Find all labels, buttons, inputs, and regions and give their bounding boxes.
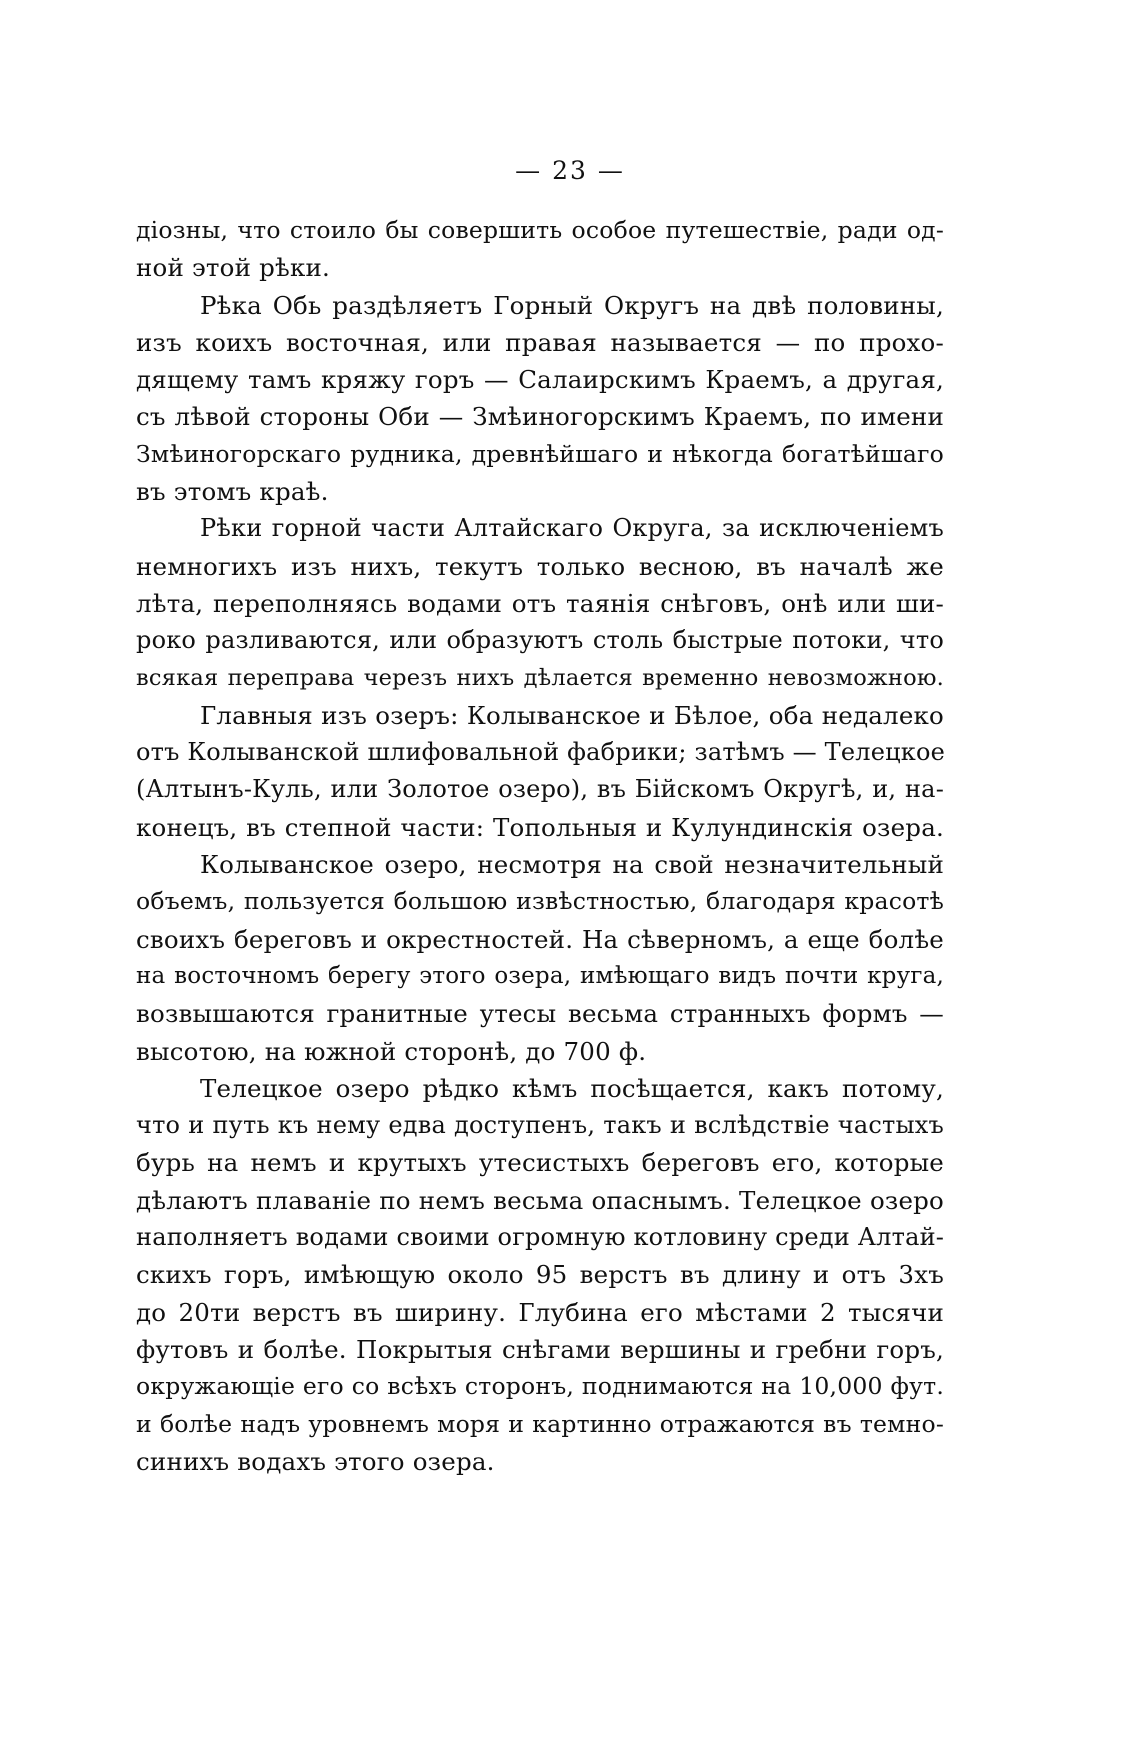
text-line: Рѣка Обь раздѣляетъ Горный Округъ на двѣ половины, [200, 290, 944, 320]
text-line: бурь на немъ и крутыхъ утесистыхъ береговъ его, которые [136, 1148, 944, 1178]
text-line: отъ Колыванской шлифовальной фабрики; затѣмъ — Телецкое [136, 738, 946, 767]
text-line: Рѣки горной части Алтайскаго Округа, за исключеніемъ [200, 514, 944, 543]
text-line: Змѣиногорскаго рудника, древнѣйшаго и нѣкогда богатѣйшаго [136, 439, 944, 468]
text-line: футовъ и болѣе. Покрытыя снѣгами вершины и гребни горъ, [136, 1334, 944, 1364]
text-line: объемъ, пользуется большою извѣстностью, благодаря красотѣ [136, 887, 944, 916]
text-line: своихъ береговъ и окрестностей. На сѣверномъ, а еще болѣе [136, 924, 944, 954]
text-line: высотою, на южной сторонѣ, до 700 ф. [136, 1036, 647, 1066]
text-line: окружающіе его со всѣхъ сторонъ, поднимаются на 10,000 фут. [136, 1372, 944, 1401]
text-line: наполняетъ водами своими огромную котловину среди Алтай- [136, 1223, 945, 1252]
text-line: Главныя изъ озеръ: Колыванское и Бѣлое, оба недалеко [200, 700, 944, 730]
text-line: ной этой рѣки. [136, 253, 331, 283]
text-line: Телецкое озеро рѣдко кѣмъ посѣщается, какъ потому, [200, 1073, 944, 1103]
text-line: скихъ горъ, имѣющую около 95 верстъ въ длину и отъ 3хъ [136, 1260, 944, 1290]
page-number: — 23 — [515, 156, 625, 185]
text-line: въ этомъ краѣ. [136, 477, 329, 507]
text-line: до 20ти верстъ въ ширину. Глубина его мѣстами 2 тысячи [136, 1297, 944, 1327]
text-line: немногихъ изъ нихъ, текутъ только весною, въ началѣ же [136, 551, 944, 581]
text-line: дящему тамъ кряжу горъ — Салаирскимъ Краемъ, а другая, [136, 365, 944, 395]
text-line: синихъ водахъ этого озера. [136, 1446, 495, 1476]
text-line: роко разливаются, или образуютъ столь быстрые потоки, что [136, 626, 944, 655]
text-line: изъ коихъ восточная, или правая называется — по прохо- [136, 327, 944, 357]
text-line: возвышаются гранитные утесы весьма странныхъ формъ — [136, 999, 944, 1029]
text-line: и болѣе надъ уровнемъ моря и картинно отражаются въ темно- [136, 1409, 944, 1438]
body-text [136, 212, 944, 1480]
text-line: діозны, что стоило бы совершить особое путешествіе, ради од- [136, 216, 944, 244]
text-line: что и путь къ нему едва доступенъ, такъ и вслѣдствіе частыхъ [136, 1111, 944, 1140]
text-line: дѣлаютъ плаваніе по немъ весьма опаснымъ. Телецкое озеро [136, 1185, 944, 1215]
text-line: лѣта, переполняясь водами отъ таянія снѣговъ, онѣ или ши- [136, 588, 944, 618]
text-line: всякая переправа черезъ нихъ дѣлается временно невозможною. [136, 664, 944, 691]
text-line: съ лѣвой стороны Оби — Змѣиногорскимъ Краемъ, по имени [136, 402, 944, 432]
text-line: Колыванское озеро, несмотря на свой незначительный [200, 850, 944, 880]
text-line: на восточномъ берегу этого озера, имѣющаго видъ почти круга, [136, 962, 944, 989]
text-line: (Алтынъ-Куль, или Золотое озеро), въ Бійскомъ Округѣ, и, на- [136, 775, 944, 804]
text-line: конецъ, въ степной части: Топольныя и Кулундинскія озера. [136, 812, 944, 842]
